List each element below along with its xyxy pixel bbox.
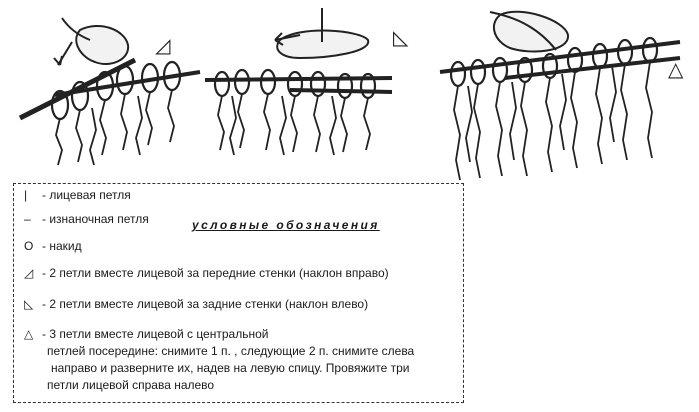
legend-item-yarn-over (24, 239, 82, 254)
legend-item-k3tog (24, 327, 268, 342)
illustration-step-1 (20, 18, 200, 165)
legend-item-k3tog-line-2: петлей посередине: снимите 1 п. , следующие 2 п. снимите слева (47, 344, 415, 358)
step-3-symbol: △ (668, 57, 684, 81)
legend-item-text: - 3 петли вместе лицевой с центральной (42, 327, 269, 341)
knit-stitch-symbol: | (24, 188, 28, 202)
legend-item-k2tog-right (24, 266, 389, 281)
k3tog-symbol: △ (24, 327, 34, 341)
step-2-symbol: ◺ (393, 25, 409, 49)
legend-item-k3tog-line-4: петли лицевой справа налево (47, 378, 215, 392)
legend-item-text: - 2 петли вместе лицевой за задние стенки (наклон влево) (42, 297, 369, 311)
legend-item-text: - изнаночная петля (42, 212, 149, 226)
legend-title: условные обозначения (192, 218, 380, 232)
legend-item-text: - 2 петли вместе лицевой за передние стенки (наклон вправо) (42, 266, 389, 280)
legend-item-text: - лицевая петля (42, 188, 131, 202)
yarn-over-symbol: O (24, 239, 34, 253)
legend-item-knit (24, 188, 131, 203)
legend-item-purl (24, 212, 149, 227)
legend-item-text: - накид (42, 239, 82, 253)
illustration-step-3 (440, 12, 680, 180)
knitting-illustrations (0, 0, 699, 185)
step-1-symbol: ◿ (155, 33, 171, 57)
k2tog-right-symbol: ◿ (24, 266, 34, 280)
purl-stitch-symbol: – (24, 212, 31, 226)
k2tog-left-symbol: ◺ (24, 297, 34, 311)
illustration-step-2 (205, 8, 392, 155)
legend-item-k3tog-line-3: направо и разверните их, надев на левую спицу. Провяжите три (51, 361, 410, 375)
legend-item-k2tog-left (24, 297, 368, 312)
